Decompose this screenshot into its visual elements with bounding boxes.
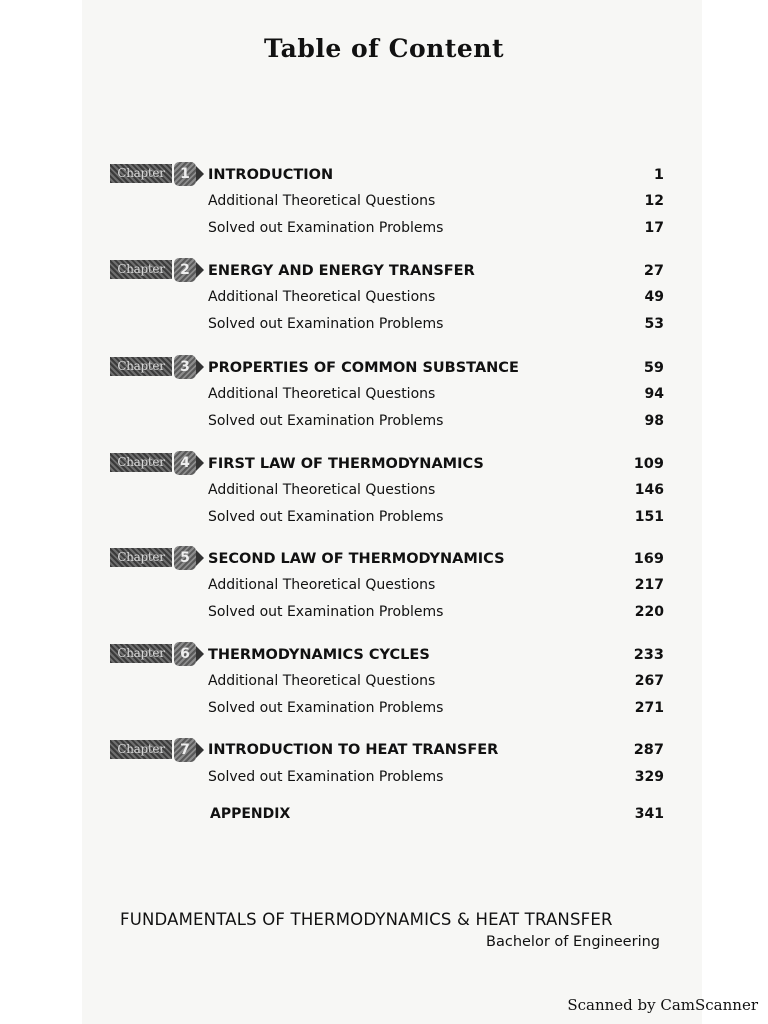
arrow-icon xyxy=(196,166,204,182)
page-number: 151 xyxy=(634,509,664,525)
chapter-title: FIRST LAW OF THERMODYNAMICS xyxy=(208,456,484,472)
chapter-6 xyxy=(108,642,664,732)
arrow-icon xyxy=(196,455,204,471)
chapter-7 xyxy=(108,738,664,802)
page-number: 98 xyxy=(644,413,664,429)
chapter-tag xyxy=(108,738,204,762)
entry-title: Solved out Examination Problems xyxy=(208,700,444,716)
toc-entry xyxy=(208,312,664,336)
entry-title: Additional Theoretical Questions xyxy=(208,289,436,305)
chapter-5 xyxy=(108,546,664,636)
page-number: 220 xyxy=(634,604,664,620)
chapter-tag xyxy=(108,162,204,186)
chapter-tag-label: Chapter xyxy=(110,740,172,759)
page-number: 12 xyxy=(644,193,664,209)
page-number: 109 xyxy=(633,456,664,472)
page-number: 17 xyxy=(644,220,664,236)
chapter-number: 2 xyxy=(174,258,196,282)
chapter-title: PROPERTIES OF COMMON SUBSTANCE xyxy=(208,360,519,376)
page-number: 1 xyxy=(653,167,664,183)
arrow-icon xyxy=(196,262,204,278)
chapter-tag xyxy=(108,451,204,475)
entry-title: Additional Theoretical Questions xyxy=(208,577,436,593)
chapter-heading xyxy=(208,259,664,283)
toc-entry xyxy=(208,765,664,789)
page-number: 233 xyxy=(633,647,664,663)
chapter-tag xyxy=(108,258,204,282)
chapter-heading xyxy=(208,738,664,762)
entry-title: Additional Theoretical Questions xyxy=(208,673,436,689)
page-number: 169 xyxy=(633,551,664,567)
chapter-title: SECOND LAW OF THERMODYNAMICS xyxy=(208,551,505,567)
chapter-heading xyxy=(208,643,664,667)
arrow-icon xyxy=(196,550,204,566)
toc-entry xyxy=(208,382,664,406)
chapter-number: 7 xyxy=(174,738,196,762)
page-number: 94 xyxy=(644,386,664,402)
chapter-number: 5 xyxy=(174,546,196,570)
chapter-heading xyxy=(208,163,664,187)
chapter-3 xyxy=(108,355,664,445)
chapter-title: INTRODUCTION xyxy=(208,167,334,183)
chapter-tag-label: Chapter xyxy=(110,357,172,376)
entry-title: Solved out Examination Problems xyxy=(208,316,444,332)
toc-entry xyxy=(208,285,664,309)
toc-entry xyxy=(208,696,664,720)
page-number: 271 xyxy=(634,700,664,716)
page-number: 49 xyxy=(644,289,664,305)
page-number: 146 xyxy=(634,482,664,498)
entry-title: Additional Theoretical Questions xyxy=(208,386,436,402)
chapter-tag-label: Chapter xyxy=(110,260,172,279)
toc-entry xyxy=(208,573,664,597)
chapter-number: 4 xyxy=(174,451,196,475)
toc-entry xyxy=(208,600,664,624)
page-number: 53 xyxy=(644,316,664,332)
page-number: 217 xyxy=(634,577,664,593)
chapter-title: ENERGY AND ENERGY TRANSFER xyxy=(208,263,475,279)
chapter-heading xyxy=(208,547,664,571)
toc-entry xyxy=(208,505,664,529)
entry-title: Solved out Examination Problems xyxy=(208,413,444,429)
entry-title: Additional Theoretical Questions xyxy=(208,482,436,498)
page-number: 27 xyxy=(643,263,664,279)
chapter-heading xyxy=(208,356,664,380)
page-title: Table of Content xyxy=(263,34,505,63)
entry-title: Solved out Examination Problems xyxy=(208,769,444,785)
page-number: 341 xyxy=(634,806,664,822)
arrow-icon xyxy=(196,359,204,375)
entry-title: Solved out Examination Problems xyxy=(208,220,444,236)
chapter-tag-label: Chapter xyxy=(110,644,172,663)
toc-entry xyxy=(208,669,664,693)
toc-entry xyxy=(208,189,664,213)
chapter-tag xyxy=(108,355,204,379)
chapter-number: 6 xyxy=(174,642,196,666)
page-number: 329 xyxy=(634,769,664,785)
page-number: 287 xyxy=(633,742,664,758)
page-number: 267 xyxy=(634,673,664,689)
toc-entry xyxy=(208,409,664,433)
entry-title: Solved out Examination Problems xyxy=(208,509,444,525)
chapter-title: INTRODUCTION TO HEAT TRANSFER xyxy=(208,742,499,758)
toc-entry xyxy=(208,216,664,240)
arrow-icon xyxy=(196,742,204,758)
arrow-icon xyxy=(196,646,204,662)
page-number: 59 xyxy=(643,360,664,376)
chapter-tag-label: Chapter xyxy=(110,548,172,567)
entry-title: Additional Theoretical Questions xyxy=(208,193,436,209)
chapter-tag xyxy=(108,546,204,570)
chapter-tag-label: Chapter xyxy=(110,453,172,472)
toc-entry xyxy=(208,478,664,502)
chapter-4 xyxy=(108,451,664,541)
chapter-tag xyxy=(108,642,204,666)
book-title: FUNDAMENTALS OF THERMODYNAMICS & HEAT TRANSFER xyxy=(120,910,613,929)
scanner-watermark: Scanned by CamScanner xyxy=(567,996,758,1014)
chapter-number: 3 xyxy=(174,355,196,379)
appendix-title: APPENDIX xyxy=(210,806,291,822)
entry-title: Solved out Examination Problems xyxy=(208,604,444,620)
chapter-title: THERMODYNAMICS CYCLES xyxy=(208,647,430,663)
chapter-2 xyxy=(108,258,664,348)
chapter-1 xyxy=(108,162,664,252)
appendix-entry xyxy=(210,802,664,826)
chapter-heading xyxy=(208,452,664,476)
book-subtitle: Bachelor of Engineering xyxy=(486,934,660,950)
chapter-number: 1 xyxy=(174,162,196,186)
chapter-tag-label: Chapter xyxy=(110,164,172,183)
